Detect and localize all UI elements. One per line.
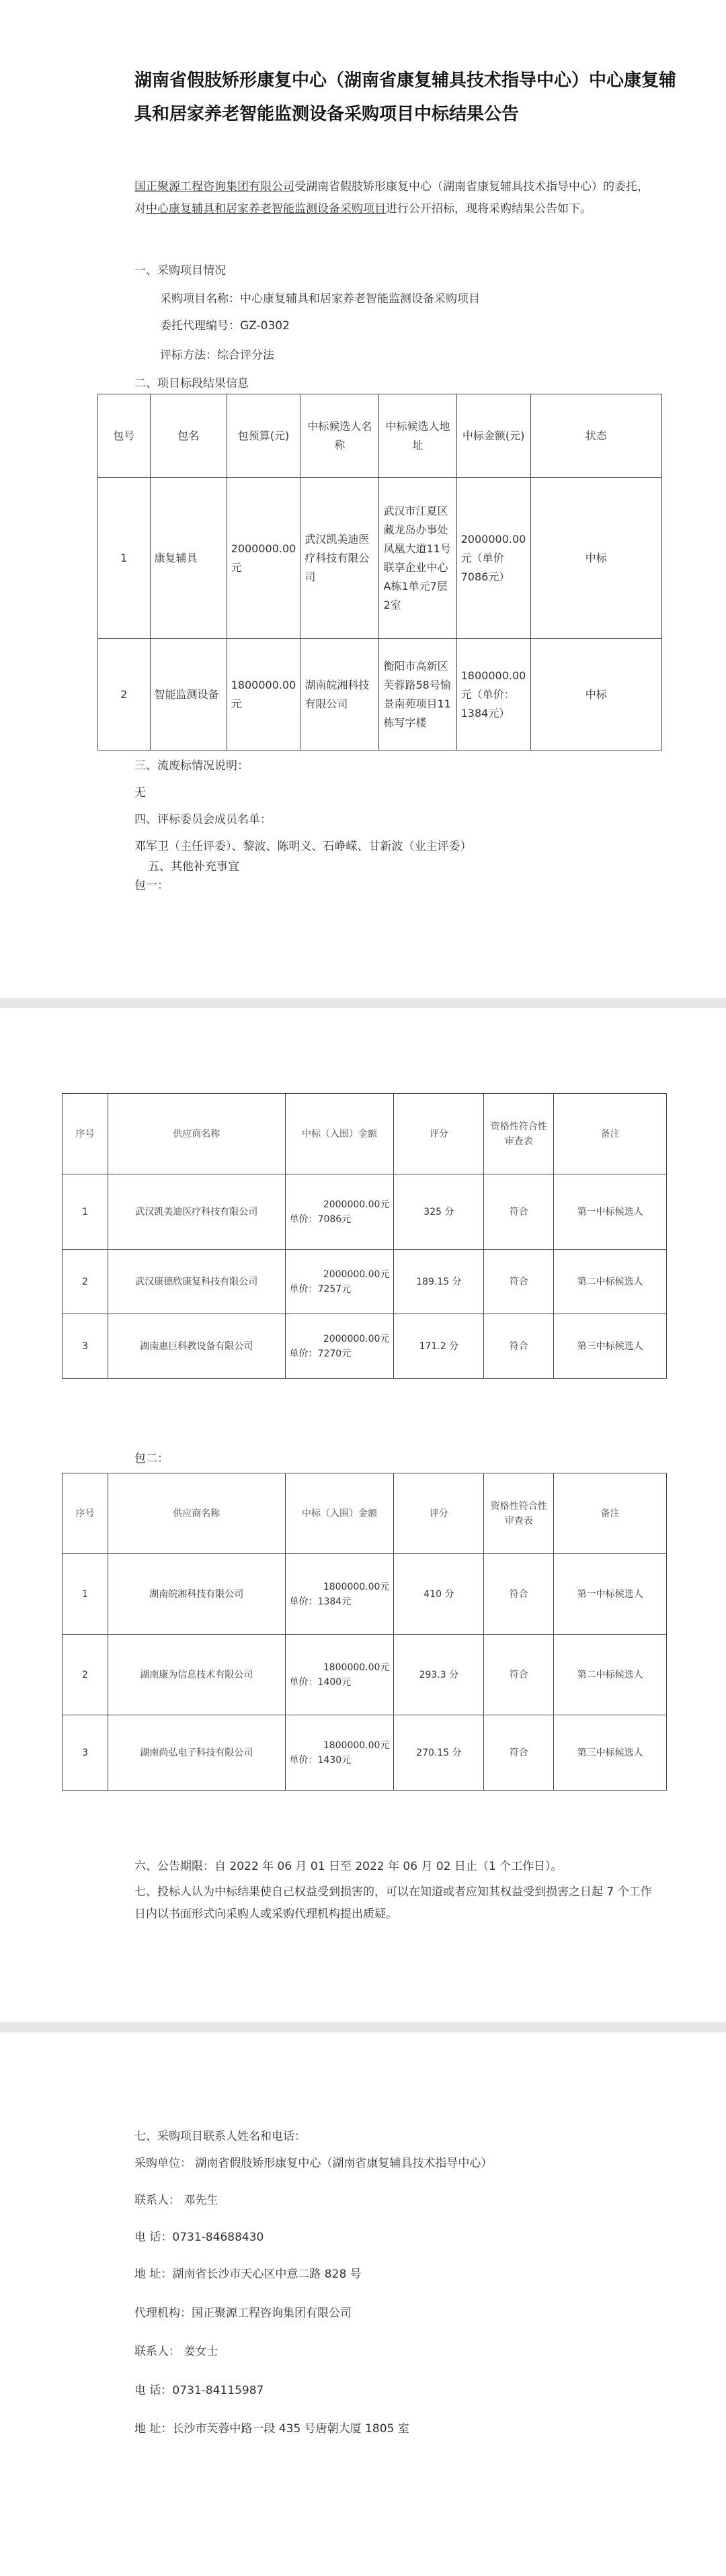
cell-name: 智能监测设备 <box>150 639 227 750</box>
cell-score: 270.15 分 <box>394 1715 484 1791</box>
col-header: 供应商名称 <box>108 1094 285 1174</box>
result-table <box>97 394 662 750</box>
col-header: 包预算(元) <box>227 394 300 478</box>
cell-amount: 1800000.00元（单价：1384元） <box>456 639 530 750</box>
buyer-contact: 联系人： 邓先生 <box>134 2194 218 2207</box>
unit-price: 单价：1430元 <box>289 1754 352 1766</box>
col-header: 备注 <box>554 1473 667 1554</box>
amount-value: 1800000.00元 <box>323 1581 390 1592</box>
buyer-line: 采购单位： 湖南省假肢矫形康复中心（湖南省康复辅具技术指导中心） <box>134 2157 493 2170</box>
agency-phone: 电 话：0731-84115987 <box>134 2384 264 2397</box>
cell-supplier: 湖南皖湘科技有限公司 <box>108 1554 285 1635</box>
document-page-3 <box>0 2032 726 2576</box>
cell-name: 康复辅具 <box>150 478 227 639</box>
page-title: 湖南省假肢矫形康复中心（湖南省康复辅具技术指导中心）中心康复辅具和居家养老智能监测设备采购项目中标结果公告 <box>134 71 677 124</box>
cell-supplier: 武汉凯美迪医疗科技有限公司 <box>108 1174 285 1250</box>
intro-tail: 进行公开招标，现将采购结果公告如下。 <box>386 202 592 216</box>
intro-mid: 受湖南省假肢矫形康复中心（湖南省康复辅具技术指导中心）的委托，对 <box>134 180 649 216</box>
table-row <box>63 1635 667 1715</box>
cell-amount <box>285 1174 394 1250</box>
amount-value: 2000000.00元 <box>323 1269 390 1280</box>
package2-label: 包二： <box>134 1452 169 1465</box>
col-header: 中标候选人地址 <box>379 394 456 478</box>
section7-complaint: 七、投标人认为中标结果使自己权益受到损害的，可以在知道或者应知其权益受到损害之日起 7 个工作日内以书面形式向采购人或采购代理机构提出质疑。 <box>134 1885 652 1921</box>
unit-price: 单价：7270元 <box>289 1348 352 1359</box>
section1-heading: 一、采购项目情况 <box>134 264 226 277</box>
cell-address: 衡阳市高新区芙蓉路58号愉景南苑项目11栋写字楼 <box>379 639 456 750</box>
table-row <box>63 1250 667 1314</box>
cell-check: 符合 <box>484 1715 554 1791</box>
cell-amount <box>285 1314 394 1379</box>
result-table-header <box>98 394 662 478</box>
intro-project: 中心康复辅具和居家养老智能监测设备采购项目 <box>146 202 386 216</box>
col-header: 中标金额(元) <box>456 394 530 478</box>
col-header: 资格性符合性审查表 <box>484 1473 554 1554</box>
unit-price: 单价：7086元 <box>289 1213 352 1225</box>
cell-amount: 2000000.00元（单价7086元） <box>456 478 530 639</box>
table-row <box>63 1174 667 1250</box>
cell-check: 符合 <box>484 1635 554 1715</box>
unit-price: 单价：7257元 <box>289 1283 352 1295</box>
table-row <box>98 478 662 639</box>
cell-no: 2 <box>63 1250 108 1314</box>
table-row <box>63 1554 667 1635</box>
contacts-heading: 七、采购项目联系人姓名和电话： <box>134 2130 306 2143</box>
col-header: 中标候选人名称 <box>300 394 379 478</box>
cell-status: 中标 <box>530 478 661 639</box>
cell-score: 325 分 <box>394 1174 484 1250</box>
section3-value: 无 <box>134 786 146 800</box>
cell-remark: 第一中标候选人 <box>554 1554 667 1635</box>
cell-amount <box>285 1715 394 1791</box>
cell-budget: 2000000.00元 <box>227 478 300 639</box>
cell-supplier: 湖南惠巨科教设备有限公司 <box>108 1314 285 1379</box>
cell-no: 2 <box>63 1635 108 1715</box>
section4-value: 邓军卫（主任评委）、黎波、陈明义、石峥嵘、甘新波（业主评委） <box>134 840 472 853</box>
section2-heading: 二、项目标段结果信息 <box>134 377 249 390</box>
package1-table <box>62 1093 667 1379</box>
cell-budget: 1800000.00元 <box>227 639 300 750</box>
table-row <box>98 639 662 750</box>
cell-score: 189.15 分 <box>394 1250 484 1314</box>
package2-header <box>63 1473 667 1554</box>
amount-value: 2000000.00元 <box>323 1333 390 1344</box>
cell-check: 符合 <box>484 1174 554 1250</box>
table-row <box>63 1314 667 1379</box>
col-header: 状态 <box>530 394 661 478</box>
package1-label: 包一： <box>134 879 169 892</box>
amount-value: 1800000.00元 <box>323 1740 390 1751</box>
col-header: 资格性符合性审查表 <box>484 1094 554 1174</box>
agency-contact: 联系人： 姜女士 <box>134 2345 218 2358</box>
cell-score: 410 分 <box>394 1554 484 1635</box>
cell-supplier: 湖南康为信息技术有限公司 <box>108 1635 285 1715</box>
intro-paragraph <box>134 176 659 220</box>
cell-no: 1 <box>63 1554 108 1635</box>
col-header: 供应商名称 <box>108 1473 285 1554</box>
buyer-address: 地 址：湖南省长沙市天心区中意二路 828 号 <box>134 2268 362 2281</box>
col-header: 评分 <box>394 1473 484 1554</box>
cell-no: 3 <box>63 1715 108 1791</box>
table-row <box>63 1715 667 1791</box>
cell-no: 1 <box>98 478 151 639</box>
cell-amount <box>285 1554 394 1635</box>
col-header: 包名 <box>150 394 227 478</box>
cell-no: 1 <box>63 1174 108 1250</box>
col-header: 序号 <box>63 1094 108 1174</box>
cell-amount <box>285 1635 394 1715</box>
cell-no: 2 <box>98 639 151 750</box>
col-header: 评分 <box>394 1094 484 1174</box>
col-header: 序号 <box>63 1473 108 1554</box>
col-header: 包号 <box>98 394 151 478</box>
cell-check: 符合 <box>484 1554 554 1635</box>
cell-amount <box>285 1250 394 1314</box>
cell-remark: 第三中标候选人 <box>554 1314 667 1379</box>
cell-winner: 湖南皖湘科技有限公司 <box>300 639 379 750</box>
cell-score: 293.3 分 <box>394 1635 484 1715</box>
unit-price: 单价：1384元 <box>289 1596 352 1607</box>
intro-agency: 国正聚源工程咨询集团有限公司 <box>134 180 294 194</box>
cell-supplier: 武汉康德欣康复科技有限公司 <box>108 1250 285 1314</box>
cell-score: 171.2 分 <box>394 1314 484 1379</box>
agency-address: 地 址：长沙市芙蓉中路一段 435 号唐朝大厦 1805 室 <box>134 2422 409 2436</box>
cell-no: 3 <box>63 1314 108 1379</box>
unit-price: 单价：1400元 <box>289 1676 352 1688</box>
package1-header <box>63 1094 667 1174</box>
cell-remark: 第二中标候选人 <box>554 1250 667 1314</box>
document-page-1 <box>0 0 726 998</box>
document-page-2 <box>0 1008 726 2022</box>
cell-check: 符合 <box>484 1314 554 1379</box>
section5-heading: 五、其他补充事宜 <box>148 860 239 873</box>
section4-heading: 四、评标委员会成员名单： <box>134 813 272 826</box>
cell-check: 符合 <box>484 1250 554 1314</box>
section3-heading: 三、流废标情况说明： <box>134 759 249 773</box>
amount-value: 1800000.00元 <box>323 1662 390 1673</box>
cell-address: 武汉市江夏区藏龙岛办事处凤凰大道11号联享企业中心A栋1单元7层2室 <box>379 478 456 639</box>
cell-remark: 第一中标候选人 <box>554 1174 667 1250</box>
cell-supplier: 湖南尚弘电子科技有限公司 <box>108 1715 285 1791</box>
eval-method: 评标方法：综合评分法 <box>160 349 274 362</box>
col-header: 中标（入围）金额 <box>285 1473 394 1554</box>
project-name: 采购项目名称：中心康复辅具和居家养老智能监测设备采购项目 <box>160 292 480 306</box>
buyer-phone: 电 话：0731-84688430 <box>134 2231 264 2244</box>
amount-value: 2000000.00元 <box>323 1199 390 1210</box>
cell-remark: 第二中标候选人 <box>554 1635 667 1715</box>
col-header: 备注 <box>554 1094 667 1174</box>
agency-line: 代理机构：国正聚源工程咨询集团有限公司 <box>134 2307 352 2320</box>
cell-status: 中标 <box>530 639 661 750</box>
section6: 六、公告期限：自 2022 年 06 月 01 日至 2022 年 06 月 02 日止（1 个工作日）。 <box>134 1860 563 1873</box>
cell-remark: 第三中标候选人 <box>554 1715 667 1791</box>
cell-winner: 武汉凯美迪医疗科技有限公司 <box>300 478 379 639</box>
col-header: 中标（入围）金额 <box>285 1094 394 1174</box>
agency-code: 委托代理编号：GZ-0302 <box>160 319 290 333</box>
package2-table <box>62 1473 667 1791</box>
